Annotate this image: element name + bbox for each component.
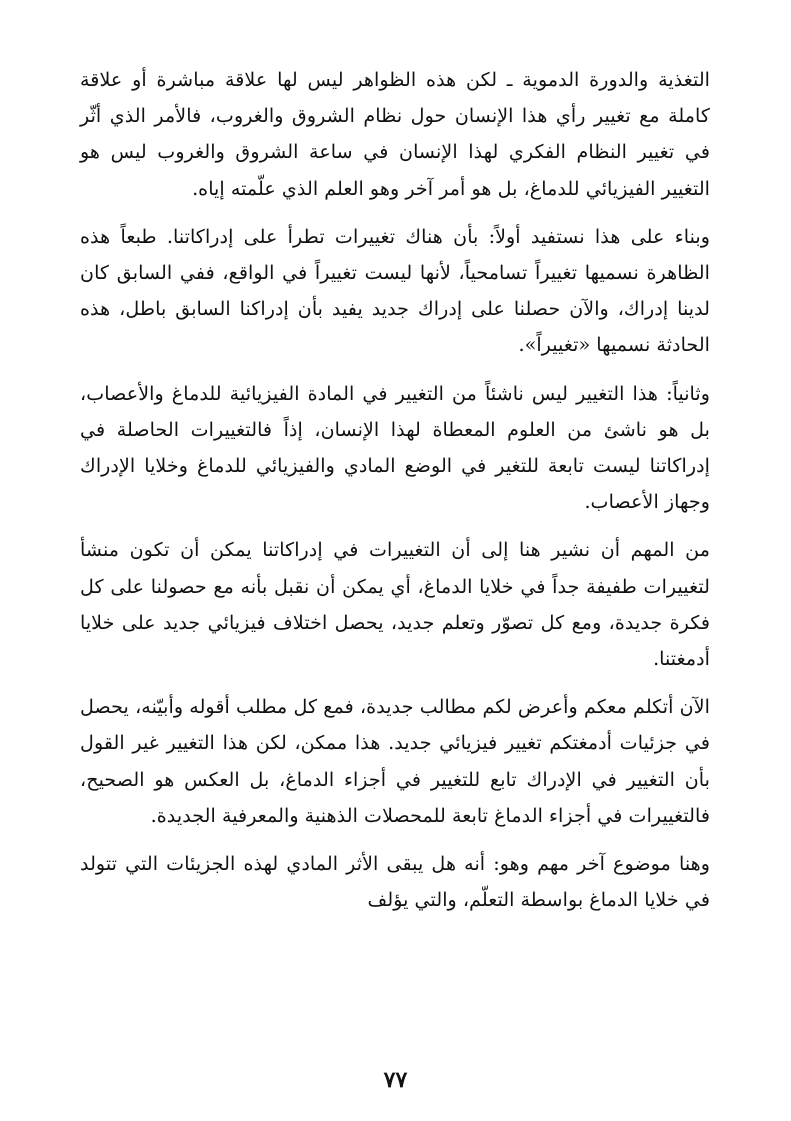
body-text	[80, 62, 710, 930]
paragraph-4: من المهم أن نشير هنا إلى أن التغييرات في إدراكاتنا يمكن أن تكون منشأ لتغييرات طفيفة جداً في خلايا الدماغ، أي يمكن أن نقبل بأنه مع حصولنا على كل فكرة جديدة، ومع كل تصوّر وتعلم جديد، يحصل اختلاف فيزيائي جديد على خلايا أدمغتنا.	[80, 538, 710, 671]
paragraph-6: وهنا موضوع آخر مهم وهو: أنه هل يبقى الأثر المادي لهذه الجزيئات التي تتولد في خلايا الدماغ بواسطة التعلّم، والتي يؤلف	[80, 852, 710, 912]
paragraph-5: الآن أتكلم معكم وأعرض لكم مطالب جديدة، فمع كل مطلب أقوله وأبيّنه، يحصل في جزئيات أدمغتكم تغيير فيزيائي جديد. هذا ممكن، لكن هذا التغيير غير القول بأن التغيير في الإدراك تابع للتغيير في أجزاء الدماغ، بل العكس هو الصحيح، فالتغييرات في أجزاء الدماغ تابعة للمحصلات الذهنية والمعرفية الجديدة.	[80, 695, 710, 827]
paragraph-2: وبناء على هذا نستفيد أولاً: بأن هناك تغييرات تطرأ على إدراكاتنا. طبعاً هذه الظاهرة نسميها تغييراً تسامحياً، لأنها ليست تغييراً في الواقع، ففي السابق كان لدينا إدراك، والآن حصلنا على إدراك جديد يفيد بأن إدراكنا السابق باطل، هذه الحادثة نسميها «تغييراً».	[80, 224, 710, 357]
page-number: ٧٧	[383, 1067, 408, 1093]
paragraph-3: وثانياً: هذا التغيير ليس ناشئاً من التغيير في المادة الفيزيائية للدماغ والأعصاب، بل هو ناشئ من العلوم المعطاة لهذا الإنسان، إذاً فالتغييرات الحاصلة في إدراكاتنا ليست تابعة للتغير في الوضع المادي والفيزيائي للدماغ وخلايا الإدراك وجهاز الأعصاب.	[80, 381, 710, 514]
paragraph-1: التغذية والدورة الدموية ـ لكن هذه الظواهر ليس لها علاقة مباشرة أو علاقة كاملة مع تغيير رأي هذا الإنسان حول نظام الشروق والغروب، فالأمر الذي أثّر في تغيير النظام الفكري لهذا الإنسان في ساعة الشروق والغروب ليس هو التغيير الفيزيائي للدماغ، بل هو أمر آخر وهو العلم الذي علّمته إياه.	[80, 68, 710, 200]
